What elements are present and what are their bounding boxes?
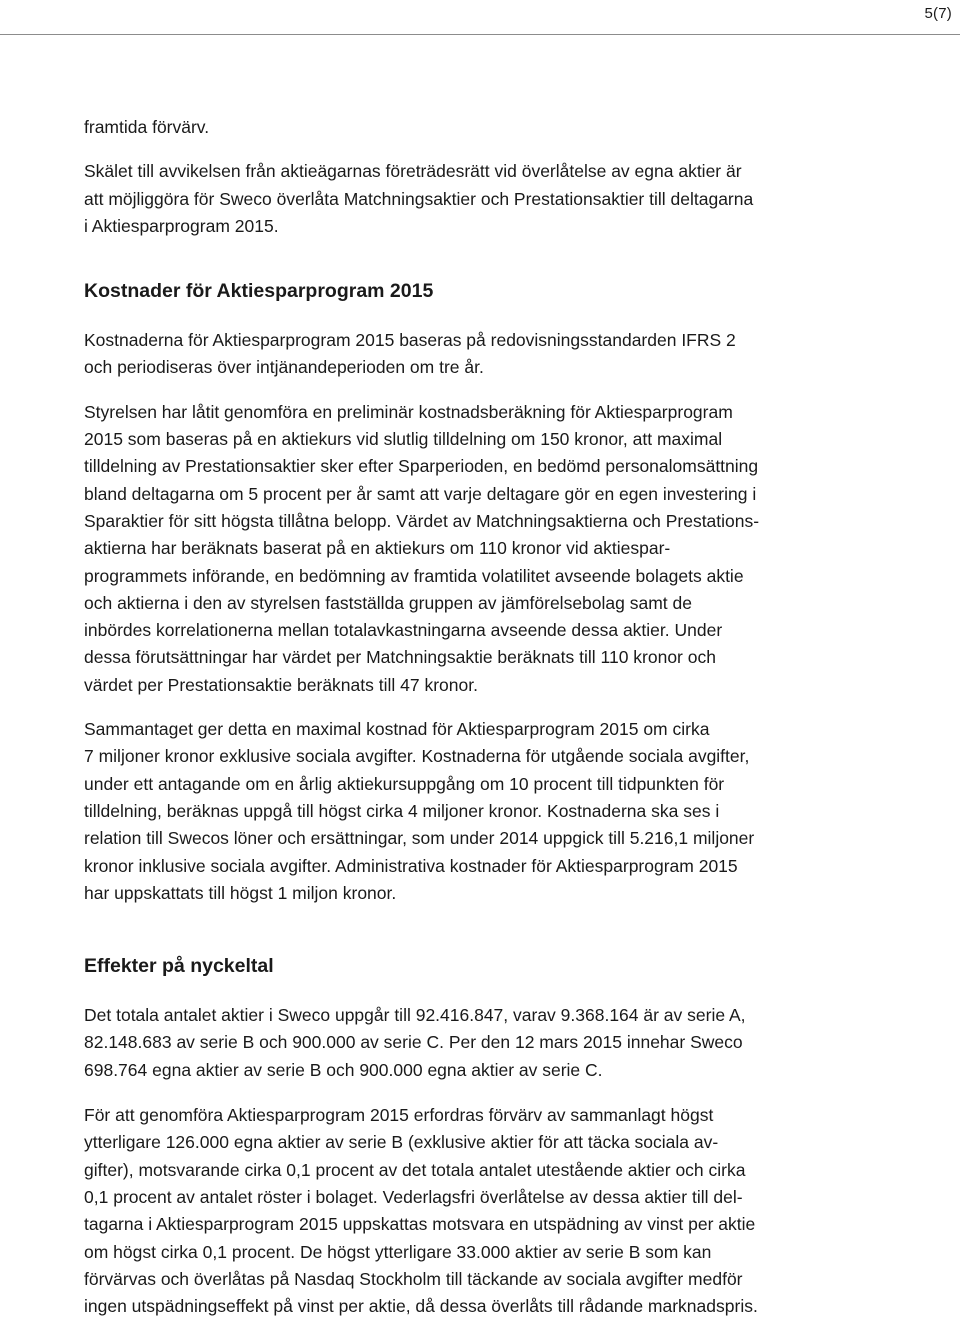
cost-calculation-paragraph: [84, 399, 884, 699]
text-line: och aktierna i den av styrelsen fastställda gruppen av jämförelsebolag samt de: [84, 592, 692, 613]
text-line: och periodiseras över intjänandeperioden om tre år.: [84, 357, 484, 378]
text-line: dessa förutsättningar har värdet per Matchningsaktie beräknats till 110 kronor och: [84, 647, 716, 668]
text-line: tilldelning, beräknas uppgå till högst cirka 4 miljoner kronor. Kostnaderna ska ses i: [84, 800, 720, 821]
text-line: aktierna har beräknats baserat på en aktiekurs om 110 kronor vid aktiespar-: [84, 538, 671, 559]
text-line: kronor inklusive sociala avgifter. Administrativa kostnader för Aktiesparprogram 2015: [84, 855, 738, 876]
text-line: ytterligare 126.000 egna aktier av serie B (exklusive aktier för att täcka sociala av-: [84, 1132, 719, 1153]
dilution-paragraph: [84, 1102, 884, 1320]
text-line: Kostnaderna för Aktiesparprogram 2015 baseras på redovisningsstandarden IFRS 2: [84, 330, 736, 351]
text-line: har uppskattats till högst 1 miljon kronor.: [84, 882, 397, 903]
text-line: förvärvas och överlåtas på Nasdaq Stockholm till täckande av sociala avgifter medför: [84, 1268, 743, 1289]
text-line: inbördes korrelationerna mellan totalavkastningarna avseende dessa aktier. Under: [84, 620, 723, 641]
effects-heading: Effekter på nyckeltal: [84, 955, 274, 978]
text-line: 82.148.683 av serie B och 900.000 av serie C. Per den 12 mars 2015 innehar Sweco: [84, 1032, 743, 1053]
intro-fragment-paragraph: framtida förvärv.: [84, 117, 210, 137]
text-line: under ett antagande om en årlig aktiekursuppgång om 10 procent till tidpunkten för: [84, 773, 725, 794]
text-line: 2015 som baseras på en aktiekurs vid slutlig tilldelning om 150 kronor, att maximal: [84, 429, 723, 450]
text-line: 0,1 procent av antalet röster i bolaget. Vederlagsfri överlåtelse av dessa aktier till del-: [84, 1186, 743, 1207]
deviation-reason-paragraph: [84, 158, 884, 240]
document-body: [84, 114, 884, 1320]
costs-basis-paragraph: [84, 327, 884, 382]
text-line: 698.764 egna aktier av serie B och 900.000 egna aktier av serie C.: [84, 1059, 603, 1080]
text-line: om högst cirka 0,1 procent. De högst ytterligare 33.000 aktier av serie B som kan: [84, 1241, 712, 1262]
total-cost-paragraph: [84, 716, 884, 907]
text-line: För att genomföra Aktiesparprogram 2015 erfordras förvärv av sammanlagt högst: [84, 1105, 714, 1126]
text-line: ingen utspädningseffekt på vinst per aktie, då dessa överlåts till rådande marknadspris.: [84, 1296, 758, 1317]
text-line: tilldelning av Prestationsaktier sker efter Sparperioden, en bedömd personalomsättning: [84, 456, 759, 477]
text-line: relation till Swecos löner och ersättningar, som under 2014 uppgick till 5.216,1 miljoner: [84, 828, 755, 849]
text-line: Det totala antalet aktier i Sweco uppgår till 92.416.847, varav 9.368.164 är av serie A,: [84, 1005, 746, 1026]
header-divider: [0, 34, 960, 35]
costs-heading: Kostnader för Aktiesparprogram 2015: [84, 280, 434, 303]
text-line: gifter), motsvarande cirka 0,1 procent av det totala antalet utestående aktier och cirka: [84, 1159, 746, 1180]
text-line: i Aktiesparprogram 2015.: [84, 215, 279, 236]
text-line: programmets införande, en bedömning av framtida volatilitet avseende bolagets aktie: [84, 565, 744, 586]
text-line: Sparaktier för sitt högsta tillåtna belopp. Värdet av Matchningsaktierna och Prestations-: [84, 510, 760, 531]
share-count-paragraph: [84, 1002, 884, 1084]
text-line: tagarna i Aktiesparprogram 2015 uppskattas motsvara en utspädning av vinst per aktie: [84, 1214, 756, 1235]
text-line: Skälet till avvikelsen från aktieägarnas företrädesrätt vid överlåtelse av egna aktier är: [84, 161, 742, 182]
text-line: värdet per Prestationsaktie beräknats till 47 kronor.: [84, 674, 478, 695]
text-line: Sammantaget ger detta en maximal kostnad för Aktiesparprogram 2015 om cirka: [84, 719, 710, 740]
text-line: Styrelsen har låtit genomföra en preliminär kostnadsberäkning för Aktiesparprogram: [84, 401, 733, 422]
text-line: bland deltagarna om 5 procent per år samt att varje deltagare gör en egen investering i: [84, 483, 757, 504]
text-line: att möjliggöra för Sweco överlåta Matchningsaktier och Prestationsaktier till deltagarna: [84, 188, 754, 209]
text-line: 7 miljoner kronor exklusive sociala avgifter. Kostnaderna för utgående sociala avgifter,: [84, 746, 750, 767]
page-number: 5(7): [924, 5, 952, 22]
